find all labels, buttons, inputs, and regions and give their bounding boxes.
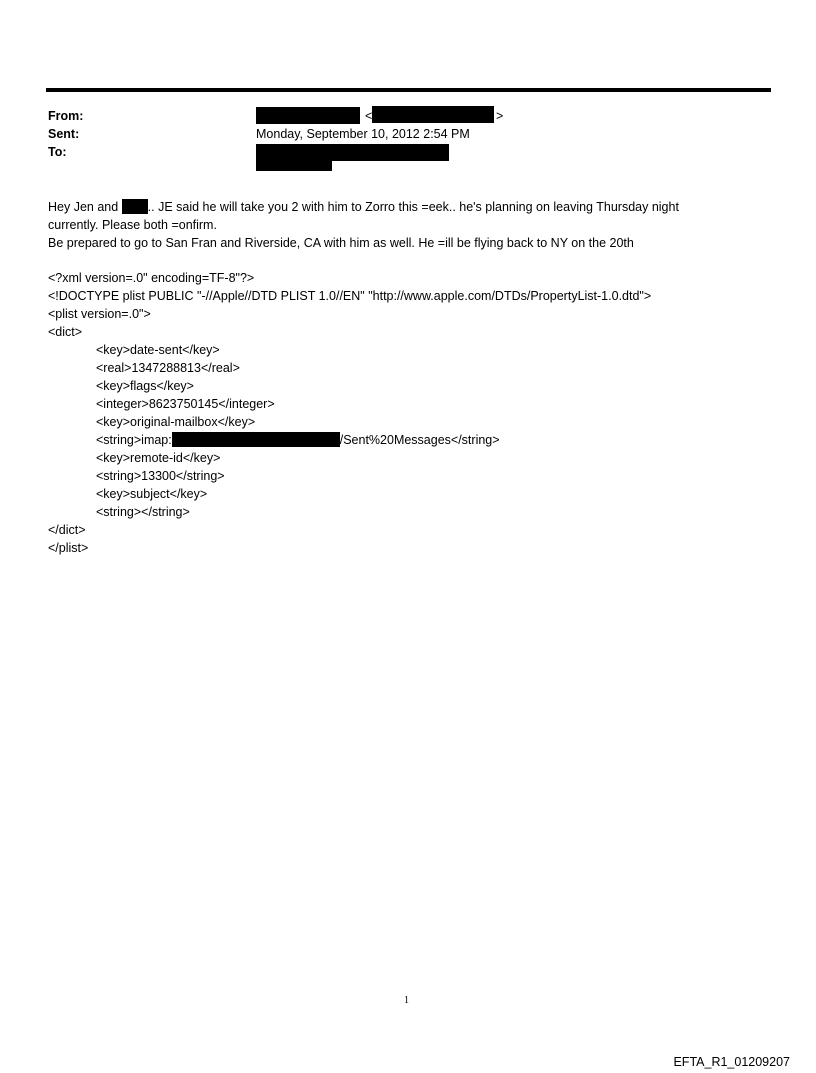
body-line-1b: .. JE said he will take you 2 with him to Zorro this =eek.. he's planning on leaving Thursday night (147, 200, 679, 214)
key-remote-id: <key>remote-id</key> (96, 451, 221, 465)
plist-open: <plist version=.0"> (48, 307, 151, 321)
from-email-redaction (372, 106, 494, 123)
from-lt: < (365, 109, 373, 123)
value-subject: <string></string> (96, 505, 190, 519)
plist-close: </plist> (48, 541, 89, 555)
from-gt: > (496, 109, 504, 123)
key-flags: <key>flags</key> (96, 379, 194, 393)
value-date-sent: <real>1347288813</real> (96, 361, 240, 375)
from-name-redaction (256, 107, 360, 124)
mailbox-redaction (172, 432, 340, 447)
value-original-mailbox (96, 431, 500, 449)
page-number: 1 (404, 995, 409, 1006)
header-rule (46, 88, 771, 92)
value-mailbox-prefix: <string>imap: (96, 433, 172, 447)
dict-open: <dict> (48, 325, 83, 339)
body-line-2: currently. Please both =onfirm. (48, 218, 217, 232)
value-remote-id: <string>13300</string> (96, 469, 225, 483)
to-redaction-2 (256, 158, 332, 171)
value-mailbox-suffix: /Sent%20Messages</string> (339, 433, 500, 447)
value-flags: <integer>8623750145</integer> (96, 397, 275, 411)
bates-number: EFTA_R1_01209207 (673, 1055, 790, 1069)
key-date-sent: <key>date-sent</key> (96, 343, 220, 357)
body-line-1 (48, 198, 679, 216)
key-original-mailbox: <key>original-mailbox</key> (96, 415, 256, 429)
sent-label: Sent: (48, 127, 80, 141)
name-redaction (122, 199, 148, 214)
sent-value: Monday, September 10, 2012 2:54 PM (256, 127, 470, 141)
to-label: To: (48, 145, 67, 159)
xml-declaration: <?xml version=.0" encoding=TF-8"?> (48, 271, 255, 285)
from-label: From: (48, 109, 84, 123)
body-line-1a: Hey Jen and (48, 200, 122, 214)
body-line-3: Be prepared to go to San Fran and Riverside, CA with him as well. He =ill be flying back to NY on the 20th (48, 236, 634, 250)
key-subject: <key>subject</key> (96, 487, 208, 501)
dict-close: </dict> (48, 523, 86, 537)
doctype-line: <!DOCTYPE plist PUBLIC "-//Apple//DTD PLIST 1.0//EN" "http://www.apple.com/DTDs/PropertyList-1.0.dtd"> (48, 289, 652, 303)
